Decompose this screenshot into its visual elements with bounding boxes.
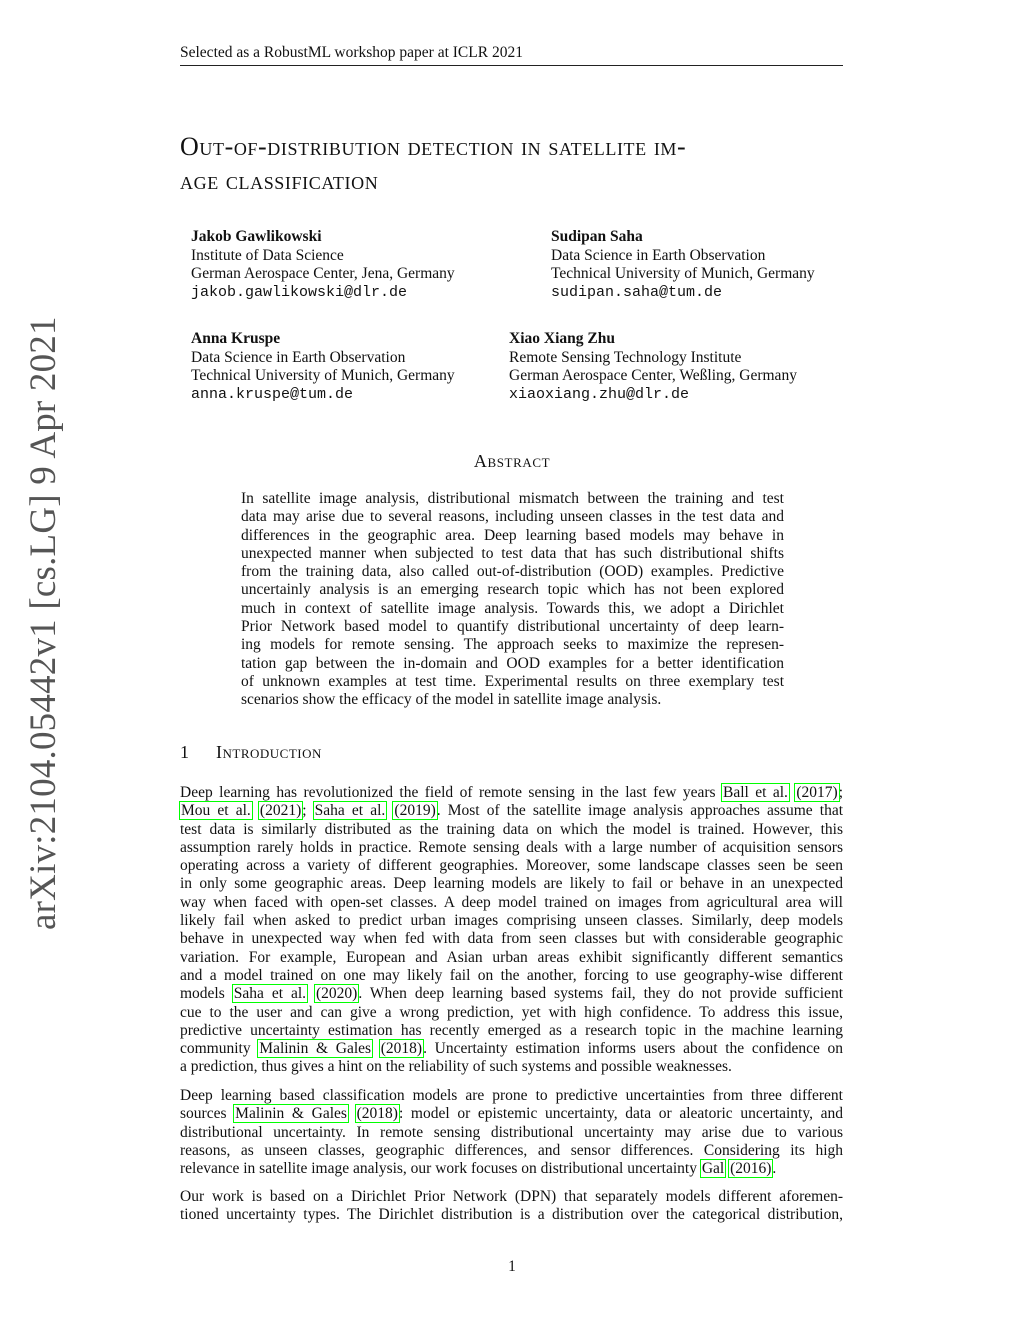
paragraph-line: Deep learning based classification models are prone to predictive uncertainties from three different xyxy=(180,1087,843,1104)
paragraph-line: in only some geographic areas. Deep learning models are likely to fail or behave in an unexpected xyxy=(180,875,843,893)
text-run: models xyxy=(180,985,233,1003)
citation-year-link[interactable]: (2018) xyxy=(356,1105,398,1123)
paragraph-line: likely fail when asked to predict urban images comprising unseen classes. Similarly, deep models xyxy=(180,912,843,930)
paragraph-line: reasons, as unseen classes, geographic differences, and sensor differences. Considering its high xyxy=(180,1141,843,1159)
author-block xyxy=(509,330,797,404)
running-header: Selected as a RobustML workshop paper at ICLR 2021 xyxy=(180,44,523,61)
paragraph-line: behave in unexpected way when fed with data from seen classes but with considerable geographic xyxy=(180,930,843,948)
abstract-line: much in context of satellite image analysis. Towards this, we adopt a Dirichlet xyxy=(241,599,784,617)
abstract-line: of unknown examples at test time. Experimental results on three exemplary test xyxy=(241,672,784,690)
section-heading xyxy=(180,742,322,763)
paragraph-line xyxy=(180,985,843,1003)
citation-year-link[interactable]: (2018) xyxy=(380,1040,423,1058)
intro-paragraph-3 xyxy=(180,1188,843,1225)
arxiv-identifier: arXiv:2104.05442v1 [cs.LG] 9 Apr 2021 xyxy=(23,316,64,930)
text-run: community xyxy=(180,1040,259,1058)
author-block xyxy=(191,228,455,302)
paragraph-line: a prediction, thus gives a hint on the reliability of such systems and possible weaknesses. xyxy=(180,1058,732,1076)
paragraph-line: tioned uncertainty types. The Dirichlet distribution is a distribution over the categorical distribution, xyxy=(180,1206,843,1224)
paragraph-line xyxy=(180,1160,843,1178)
paragraph-line: test data is similarly distributed as the training data on which the model is trained. However, this xyxy=(180,820,843,838)
author-affiliation: German Aerospace Center, Jena, Germany xyxy=(191,265,455,282)
paragraph-line: distributional uncertainty. In remote sensing distributional uncertainty may arise due to various xyxy=(180,1123,843,1141)
author-email[interactable]: xiaoxiang.zhu@dlr.de xyxy=(509,385,690,403)
author-department: Institute of Data Science xyxy=(191,246,344,264)
title-line: Out-of-distribution detection in satellite im- xyxy=(180,132,687,161)
abstract-line: data may arise due to several reasons, including unseen classes in the test data and xyxy=(241,508,784,526)
paragraph-line: cue to the user and can give a wrong prediction, yet with high confidence. To address this issue, xyxy=(180,1003,843,1021)
abstract-body xyxy=(241,490,784,710)
text-run: Deep learning has revolutionized the field of remote sensing in the last few years xyxy=(180,784,722,801)
intro-paragraph-1 xyxy=(180,784,843,1077)
paragraph-line xyxy=(180,1105,843,1123)
abstract-line: Prior Network based model to quantify distributional uncertainty of deep learn- xyxy=(241,618,784,636)
abstract-line: ing models for remote sensing. The approach seeks to maximize the represen- xyxy=(241,636,784,654)
citation-link[interactable]: Mou et al. xyxy=(181,802,251,820)
page-number: 1 xyxy=(508,1258,516,1275)
author-email[interactable]: anna.kruspe@tum.de xyxy=(191,385,354,403)
text-run: relevance in satellite image analysis, our work focuses on distributional uncertainty xyxy=(180,1160,701,1178)
author-affiliation: Technical University of Munich, Germany xyxy=(191,367,455,384)
citation-year-link[interactable]: (2019) xyxy=(394,802,436,820)
author-department: Data Science in Earth Observation xyxy=(551,246,766,264)
author-block xyxy=(551,228,815,302)
paragraph-line xyxy=(180,1040,843,1058)
text-run: ; xyxy=(838,784,844,801)
citation-year-link[interactable]: (2020) xyxy=(316,985,358,1003)
paragraph-line: way when faced with open-set classes. A deep model trained on images from agricultural area will xyxy=(180,893,843,911)
paragraph-line: and a model trained on one may likely fail on the another, forcing to use geography-wise different xyxy=(180,966,843,984)
author-affiliation: Technical University of Munich, Germany xyxy=(551,265,815,282)
text-run: . Uncertainty estimation informs users about the confidence on xyxy=(423,1040,844,1058)
abstract-line: scenarios show the efficacy of the model in satellite image analysis. xyxy=(241,691,662,709)
citation-link[interactable]: Ball et al. xyxy=(722,784,788,801)
text-run: : model or epistemic uncertainty, data or aleatoric uncertainty, and xyxy=(398,1105,843,1123)
paragraph-line xyxy=(180,784,843,802)
author-name: Jakob Gawlikowski xyxy=(191,228,322,245)
author-name: Anna Kruspe xyxy=(191,330,281,347)
author-department: Data Science in Earth Observation xyxy=(191,348,406,366)
abstract-heading: Abstract xyxy=(473,451,551,471)
author-email[interactable]: sudipan.saha@tum.de xyxy=(551,283,723,301)
text-run: ; xyxy=(302,802,307,820)
paragraph-line xyxy=(180,802,843,820)
abstract-line: differences in the geographic area. Deep learning based models may behave in xyxy=(241,526,784,544)
text-run: . xyxy=(772,1160,777,1178)
author-department: Remote Sensing Technology Institute xyxy=(509,348,742,366)
paragraph-line: predictive uncertainty estimation has recently emerged as a research topic in the machine learning xyxy=(180,1021,843,1039)
paragraph-line: Our work is based on a Dirichlet Prior Network (DPN) that separately models different aforemen- xyxy=(180,1188,843,1205)
abstract-line: uncertainly analysis is an emerging research topic which has not been explored xyxy=(241,581,784,599)
title-line: age classification xyxy=(180,166,379,195)
citation-link[interactable]: Saha et al. xyxy=(233,985,307,1003)
author-block xyxy=(191,330,455,404)
citation-link[interactable]: Saha et al. xyxy=(314,802,386,820)
citation-year-link[interactable]: (2017) xyxy=(796,784,838,801)
citation-link[interactable]: Gal xyxy=(701,1160,725,1178)
author-name: Sudipan Saha xyxy=(551,228,643,245)
abstract-line: from the training data, also called out-of-distribution (OOD) examples. Predictive xyxy=(241,563,784,581)
citation-year-link[interactable]: (2016) xyxy=(730,1160,772,1178)
paragraph-line: variation. For example, European and Asian urban areas exhibit significantly different semantics xyxy=(180,948,843,966)
header-rule xyxy=(180,65,843,66)
author-email[interactable]: jakob.gawlikowski@dlr.de xyxy=(191,283,408,301)
paragraph-line: assumption rarely holds in practice. Remote sensing deals with a large number of acquisition sensors xyxy=(180,838,843,856)
abstract-line: tation gap between the in-domain and OOD examples for a better identification xyxy=(241,654,784,672)
text-run: . Most of the satellite image analysis approaches assume that xyxy=(436,802,844,820)
text-run: sources xyxy=(180,1105,235,1123)
citation-link[interactable]: Malinin & Gales xyxy=(259,1040,372,1058)
text-run: . When deep learning based systems fail, they do not provide sufficient xyxy=(358,985,843,1003)
intro-paragraph-2 xyxy=(180,1087,843,1178)
author-affiliation: German Aerospace Center, Weßling, Germany xyxy=(509,367,797,384)
section-title: Introduction xyxy=(216,742,322,762)
author-name: Xiao Xiang Zhu xyxy=(509,330,615,347)
abstract-line: unexpected manner when subjected to test data that has such distributional shifts xyxy=(241,544,784,562)
paper-title xyxy=(180,130,860,198)
citation-link[interactable]: Malinin & Gales xyxy=(235,1105,347,1123)
abstract-line: In satellite image analysis, distributional mismatch between the training and test xyxy=(241,490,784,507)
citation-year-link[interactable]: (2021) xyxy=(259,802,302,820)
section-number: 1 xyxy=(180,742,190,762)
paragraph-line: operating across a variety of different geographies. Moreover, some landscape classes seen be seen xyxy=(180,857,843,875)
